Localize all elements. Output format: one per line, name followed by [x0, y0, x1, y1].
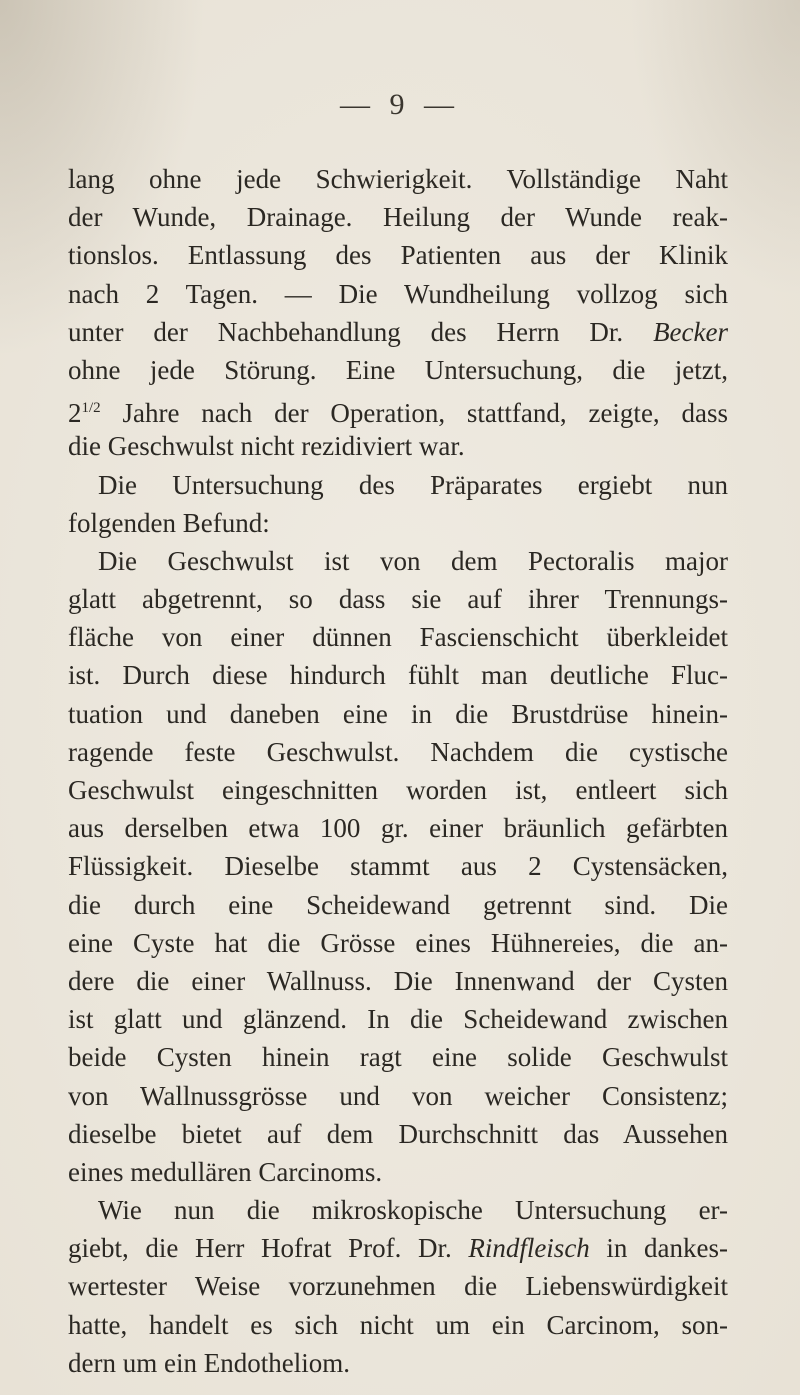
- years-fraction: 1/2: [81, 400, 101, 417]
- text-line: Die Untersuchung des Präparates ergiebt nun: [98, 469, 728, 500]
- text-line: Die Geschwulst ist von dem Pectoralis major: [98, 545, 728, 576]
- text-line: [68, 313, 728, 351]
- text-fragment: in dankes-: [589, 1233, 729, 1264]
- text-line: lang ohne jede Schwierigkeit. Vollständige Naht: [68, 164, 728, 194]
- text-line: [68, 389, 728, 427]
- text-line: eines medullären Carcinoms.: [68, 1156, 383, 1187]
- text-line: [68, 1229, 728, 1267]
- person-name-becker: Becker: [653, 316, 728, 347]
- text-line: der Wunde, Drainage. Heilung der Wunde reak-: [68, 202, 728, 233]
- text-fragment: unter der Nachbehandlung des Herrn Dr.: [68, 316, 654, 347]
- text-line: ist. Durch diese hindurch fühlt man deutliche Fluc-: [68, 660, 728, 691]
- text-line: beide Cysten hinein ragt eine solide Geschwulst: [68, 1042, 728, 1073]
- text-line: von Wallnussgrösse und von weicher Consistenz;: [68, 1080, 728, 1111]
- text-line: aus derselben etwa 100 gr. einer bräunlich gefärbten: [68, 813, 728, 844]
- text-line: die Geschwulst nicht rezidiviert war.: [68, 431, 465, 462]
- text-line: dern um ein Endotheliom.: [68, 1347, 350, 1378]
- text-line: hatte, handelt es sich nicht um ein Carcinom, son-: [68, 1309, 728, 1340]
- text-line: glatt abgetrennt, so dass sie auf ihrer Trennungs-: [68, 584, 728, 615]
- text-fragment: Jahre nach der Operation, stattfand, zeigte, dass: [100, 398, 728, 429]
- text-line: tuation und daneben eine in die Brustdrüse hinein-: [68, 698, 728, 729]
- text-fragment: giebt, die Herr Hofrat Prof. Dr.: [68, 1233, 469, 1264]
- text-line: ist glatt und glänzend. In die Scheidewand zwischen: [68, 1004, 728, 1035]
- body-text: [68, 160, 728, 1382]
- text-line: wertester Weise vorzunehmen die Liebenswürdigkeit: [68, 1271, 728, 1302]
- years-whole: 2: [68, 398, 82, 429]
- text-line: ohne jede Störung. Eine Untersuchung, die jetzt,: [68, 354, 728, 385]
- page-number: — 9 —: [340, 88, 460, 121]
- text-line: ragende feste Geschwulst. Nachdem die cystische: [68, 736, 728, 767]
- text-line: fläche von einer dünnen Fascienschicht überkleidet: [68, 622, 728, 653]
- person-name-rindfleisch: Rindfleisch: [468, 1233, 590, 1264]
- text-line: dieselbe bietet auf dem Durchschnitt das Aussehen: [68, 1118, 728, 1149]
- text-line: die durch eine Scheidewand getrennt sind. Die: [68, 889, 728, 920]
- text-line: Flüssigkeit. Dieselbe stammt aus 2 Cystensäcken,: [68, 851, 728, 882]
- text-line: nach 2 Tagen. — Die Wundheilung vollzog sich: [68, 278, 728, 309]
- text-line: folgenden Befund:: [68, 507, 270, 538]
- text-line: tionslos. Entlassung des Patienten aus der Klinik: [68, 240, 728, 271]
- text-line: eine Cyste hat die Grösse eines Hühnereies, die an-: [68, 927, 728, 958]
- text-line: dere die einer Wallnuss. Die Innenwand der Cysten: [68, 965, 728, 996]
- text-line: Geschwulst eingeschnitten worden ist, entleert sich: [68, 775, 728, 805]
- text-line: Wie nun die mikroskopische Untersuchung er-: [98, 1195, 728, 1226]
